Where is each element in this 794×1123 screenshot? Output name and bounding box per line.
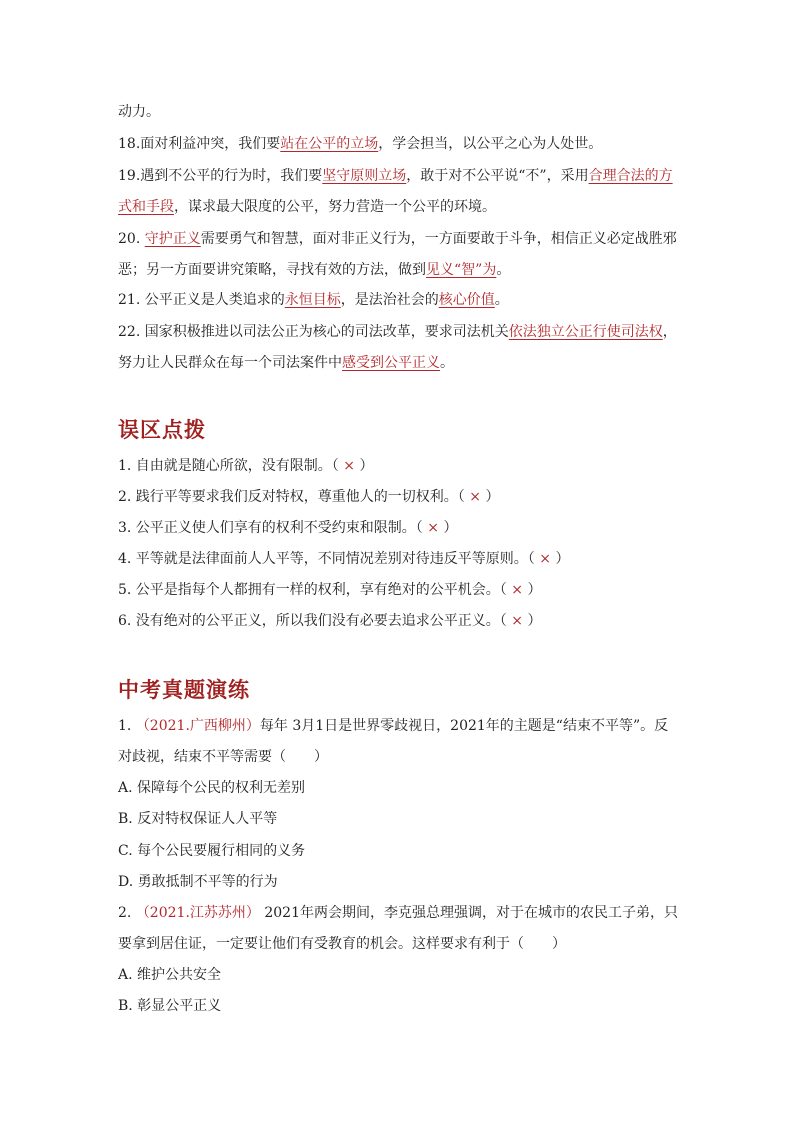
point-22-cont: 努力让人民群众在每一个司法案件中感受到公平正义。 xyxy=(118,355,454,371)
section-title-misconceptions: 误区点拨 xyxy=(118,417,206,442)
question-1-option-a[interactable]: A. 保障每个公民的权利无差别 xyxy=(118,780,306,796)
point-20: 20. 守护正义需要勇气和智慧，面对非正义行为，一方面要敢于斗争，相信正义必定战胜邪 xyxy=(118,231,677,247)
question-source: （2021.广西柳州） xyxy=(135,718,260,734)
cross-mark: × xyxy=(506,613,528,629)
question-2-option-a[interactable]: A. 维护公共安全 xyxy=(118,967,222,983)
keyword: 核心价值 xyxy=(438,292,495,308)
section-title-exam: 中考真题演练 xyxy=(118,677,250,702)
point-19-cont: 式和手段，谋求最大限度的公平，努力营造一个公平的环境。 xyxy=(118,199,496,215)
question-1-stem-cont: 对歧视，结束不平等需要（ ） xyxy=(118,749,328,765)
point-22: 22. 国家积极推进以司法公正为核心的司法改革，要求司法机关依法独立公正行使司法权， xyxy=(118,324,677,340)
keyword: 站在公平的立场 xyxy=(280,136,379,152)
misconception-item: 1. 自由就是随心所欲，没有限制。（ × ） xyxy=(118,458,374,474)
question-2-stem-cont: 要拿到居住证，一定要让他们有受教育的机会。这样要求有利于（ ） xyxy=(118,936,566,952)
keyword: 坚守原则立场 xyxy=(322,168,407,184)
question-2-stem: 2. （2021.江苏苏州） 2021年两会期间，李克强总理强调，对于在城市的农民工子弟，只 xyxy=(118,905,678,921)
misconception-item: 5. 公平是指每个人都拥有一样的权利，享有绝对的公平机会。（ × ） xyxy=(118,582,542,598)
keyword: 依法独立公正行使司法权 xyxy=(508,324,663,340)
cross-mark: × xyxy=(534,551,556,567)
point-18: 18.面对利益冲突，我们要站在公平的立场，学会担当，以公平之心为人处世。 xyxy=(118,136,603,152)
question-1-stem: 1. （2021.广西柳州）每年 3月1日是世界零歧视日，2021年的主题是“结束不平等”。反 xyxy=(118,718,669,734)
question-1-option-b[interactable]: B. 反对特权保证人人平等 xyxy=(118,811,278,827)
question-2-option-b[interactable]: B. 彰显公平正义 xyxy=(118,998,222,1014)
cross-mark: × xyxy=(464,489,486,505)
question-1-option-d[interactable]: D. 勇敢抵制不平等的行为 xyxy=(118,874,278,890)
keyword: 式和手段 xyxy=(118,199,174,215)
point-21: 21. 公平正义是人类追求的永恒目标，是法治社会的核心价值。 xyxy=(118,292,509,308)
point-19: 19.遇到不公平的行为时，我们要坚守原则立场，敢于对不公平说“不”，采用合理合法的方 xyxy=(118,168,673,184)
misconception-item: 6. 没有绝对的公平正义，所以我们没有必要去追求公平正义。（ × ） xyxy=(118,613,542,629)
keyword: 永恒目标 xyxy=(284,292,341,308)
cross-mark: × xyxy=(506,582,528,598)
misconception-item: 4. 平等就是法律面前人人平等，不同情况差别对待违反平等原则。（ × ） xyxy=(118,551,570,567)
keyword: 感受到公平正义 xyxy=(342,355,440,371)
point-17-tail: 动力。 xyxy=(118,104,160,120)
point-20-cont: 恶；另一方面要讲究策略，寻找有效的方法，做到见义“智”为。 xyxy=(118,262,511,278)
keyword: 守护正义 xyxy=(144,231,201,247)
misconception-item: 3. 公平正义使人们享有的权利不受约束和限制。（ × ） xyxy=(118,520,458,536)
question-source: （2021.江苏苏州） xyxy=(135,905,260,921)
question-1-option-c[interactable]: C. 每个公民要履行相同的义务 xyxy=(118,843,306,859)
misconception-item: 2. 践行平等要求我们反对特权，尊重他人的一切权利。（ × ） xyxy=(118,489,500,505)
keyword: 见义“智”为 xyxy=(426,262,497,278)
cross-mark: × xyxy=(422,520,444,536)
cross-mark: × xyxy=(338,458,360,474)
keyword: 合理合法的方 xyxy=(588,168,673,184)
